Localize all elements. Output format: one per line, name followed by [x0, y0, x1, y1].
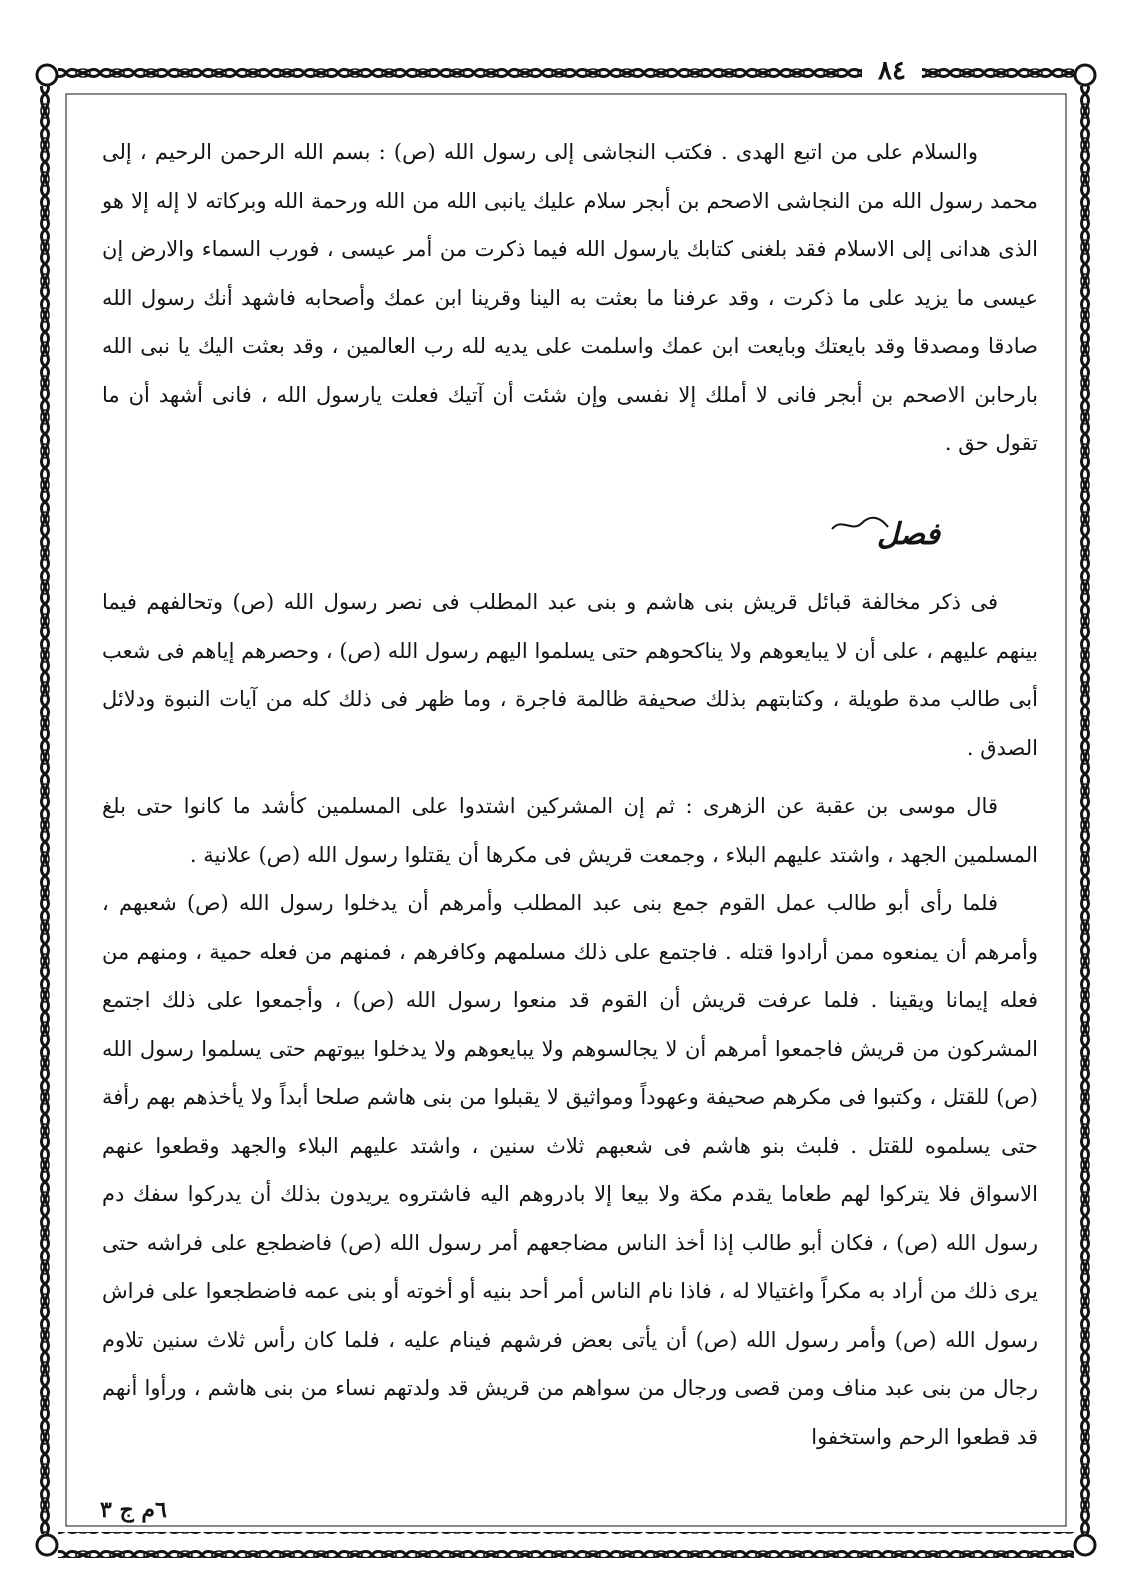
page-number: ٨٤ — [862, 54, 922, 88]
intro-paragraph: فى ذكر مخالفة قبائل قريش بنى هاشم و بنى عبد المطلب فى نصر رسول الله (ص) وتحالفهم فيما بينهم عليهم ، على أن لا يبايعوهم ولا يناكحوهم حتى يسلموا اليهم رسول الله (ص) ، وحصرهم إياهم فى شعب أبى طالب مدة طويلة ، وكتابتهم بذلك صحيفة ظالمة فاجرة ، وما ظهر فى ذلك كله من آيات النبوة ودلائل الصدق . — [102, 590, 1038, 760]
printer-signature: ٦م ج ٣ — [100, 1497, 167, 1523]
narration-paragraph-2: فلما رأى أبو طالب عمل القوم جمع بنى عبد المطلب وأمرهم أن يدخلوا رسول الله (ص) شعبهم ، وأمرهم أن يمنعوه ممن أرادوا قتله . فاجتمع على ذلك مسلمهم وكافرهم ، فمنهم من فعله حمية ، ومنهم من فعله إيمانا ويقينا . فلما عرفت قريش أن القوم قد منعوا رسول الله (ص) ، وأجمعوا على ذلك اجتمع المشركون من قريش فاجمعوا أمرهم أن لا يجالسوهم ولا يبايعوهم ولا يدخلوا بيوتهم حتى يسلموا رسول الله (ص) للقتل ، وكتبوا فى مكرهم صحيفة وعهوداً ومواثيق لا يقبلوا من بنى هاشم صلحا أبداً ولا يأخذهم بهم رأفة حتى يسلموه للقتل . فلبث بنو هاشم فى شعبهم ثلاث سنين ، واشتد عليهم البلاء والجهد وقطعوا عنهم الاسواق فلا يتركوا لهم طعاما يقدم مكة ولا بيعا إلا بادروهم اليه فاشتروه يريدون بذلك أن يدركوا سفك دم رسول الله (ص) ، فكان أبو طالب إذا أخذ الناس مضاجعهم أمر رسول الله (ص) فاضطجع على فراشه حتى يرى ذلك من أراد به مكراً واغتيالا له ، فاذا نام الناس أمر أحد بنيه أو أخوته أو بنى عمه فاضطجعوا على فراش رسول الله (ص) وأمر رسول الله (ص) أن يأتى بعض فرشهم فينام عليه ، فلما كان رأس ثلاث سنين تلاوم رجال من بنى عبد مناف ومن قصى ورجال من سواهم من قريش قد ولدتهم نساء من بنى هاشم ، ورأوا أنهم قد قطعوا الرحم واستخفوا — [102, 891, 1038, 1449]
narration-paragraph-1: قال موسى بن عقبة عن الزهرى : ثم إن المشركين اشتدوا على المسلمين كأشد ما كانوا حتى بلغ المسلمين الجهد ، واشتد عليهم البلاء ، وجمعت قريش فى مكرها أن يقتلوا رسول الله (ص) علانية . — [102, 794, 1038, 867]
heading-flourish-icon — [830, 515, 890, 535]
narration-block — [102, 782, 1038, 1461]
letter-text-block — [102, 128, 1038, 468]
section-heading-text: فصل — [876, 517, 940, 552]
chapter-intro-block — [102, 578, 1038, 772]
letter-paragraph: والسلام على من اتبع الهدى . فكتب النجاشى إلى رسول الله (ص) : بسم الله الرحمن الرحيم ، إلى محمد رسول الله من النجاشى الاصحم بن أبجر سلام عليك يانبى الله من الله ورحمة الله وبركاته لا إله إلا هو الذى هدانى إلى الاسلام فقد بلغنى كتابك يارسول الله فيما ذكرت من أمر عيسى ، فورب السماء والارض إن عيسى ما يزيد على ما ذكرت ، وقد عرفنا ما بعثت به الينا وقرينا ابن عمك وأصحابه فاشهد أنك رسول الله صادقا ومصدقا وقد بايعتك وبايعت ابن عمك واسلمت على يديه لله رب العالمين ، وقد بعثت اليك يا نبى الله بارحابن الاصحم بن أبجر فانى لا أملك إلا نفسى وإن شئت أن آتيك فعلت يارسول الله ، فانى أشهد أن ما تقول حق . — [102, 140, 1038, 455]
section-heading — [820, 505, 940, 565]
